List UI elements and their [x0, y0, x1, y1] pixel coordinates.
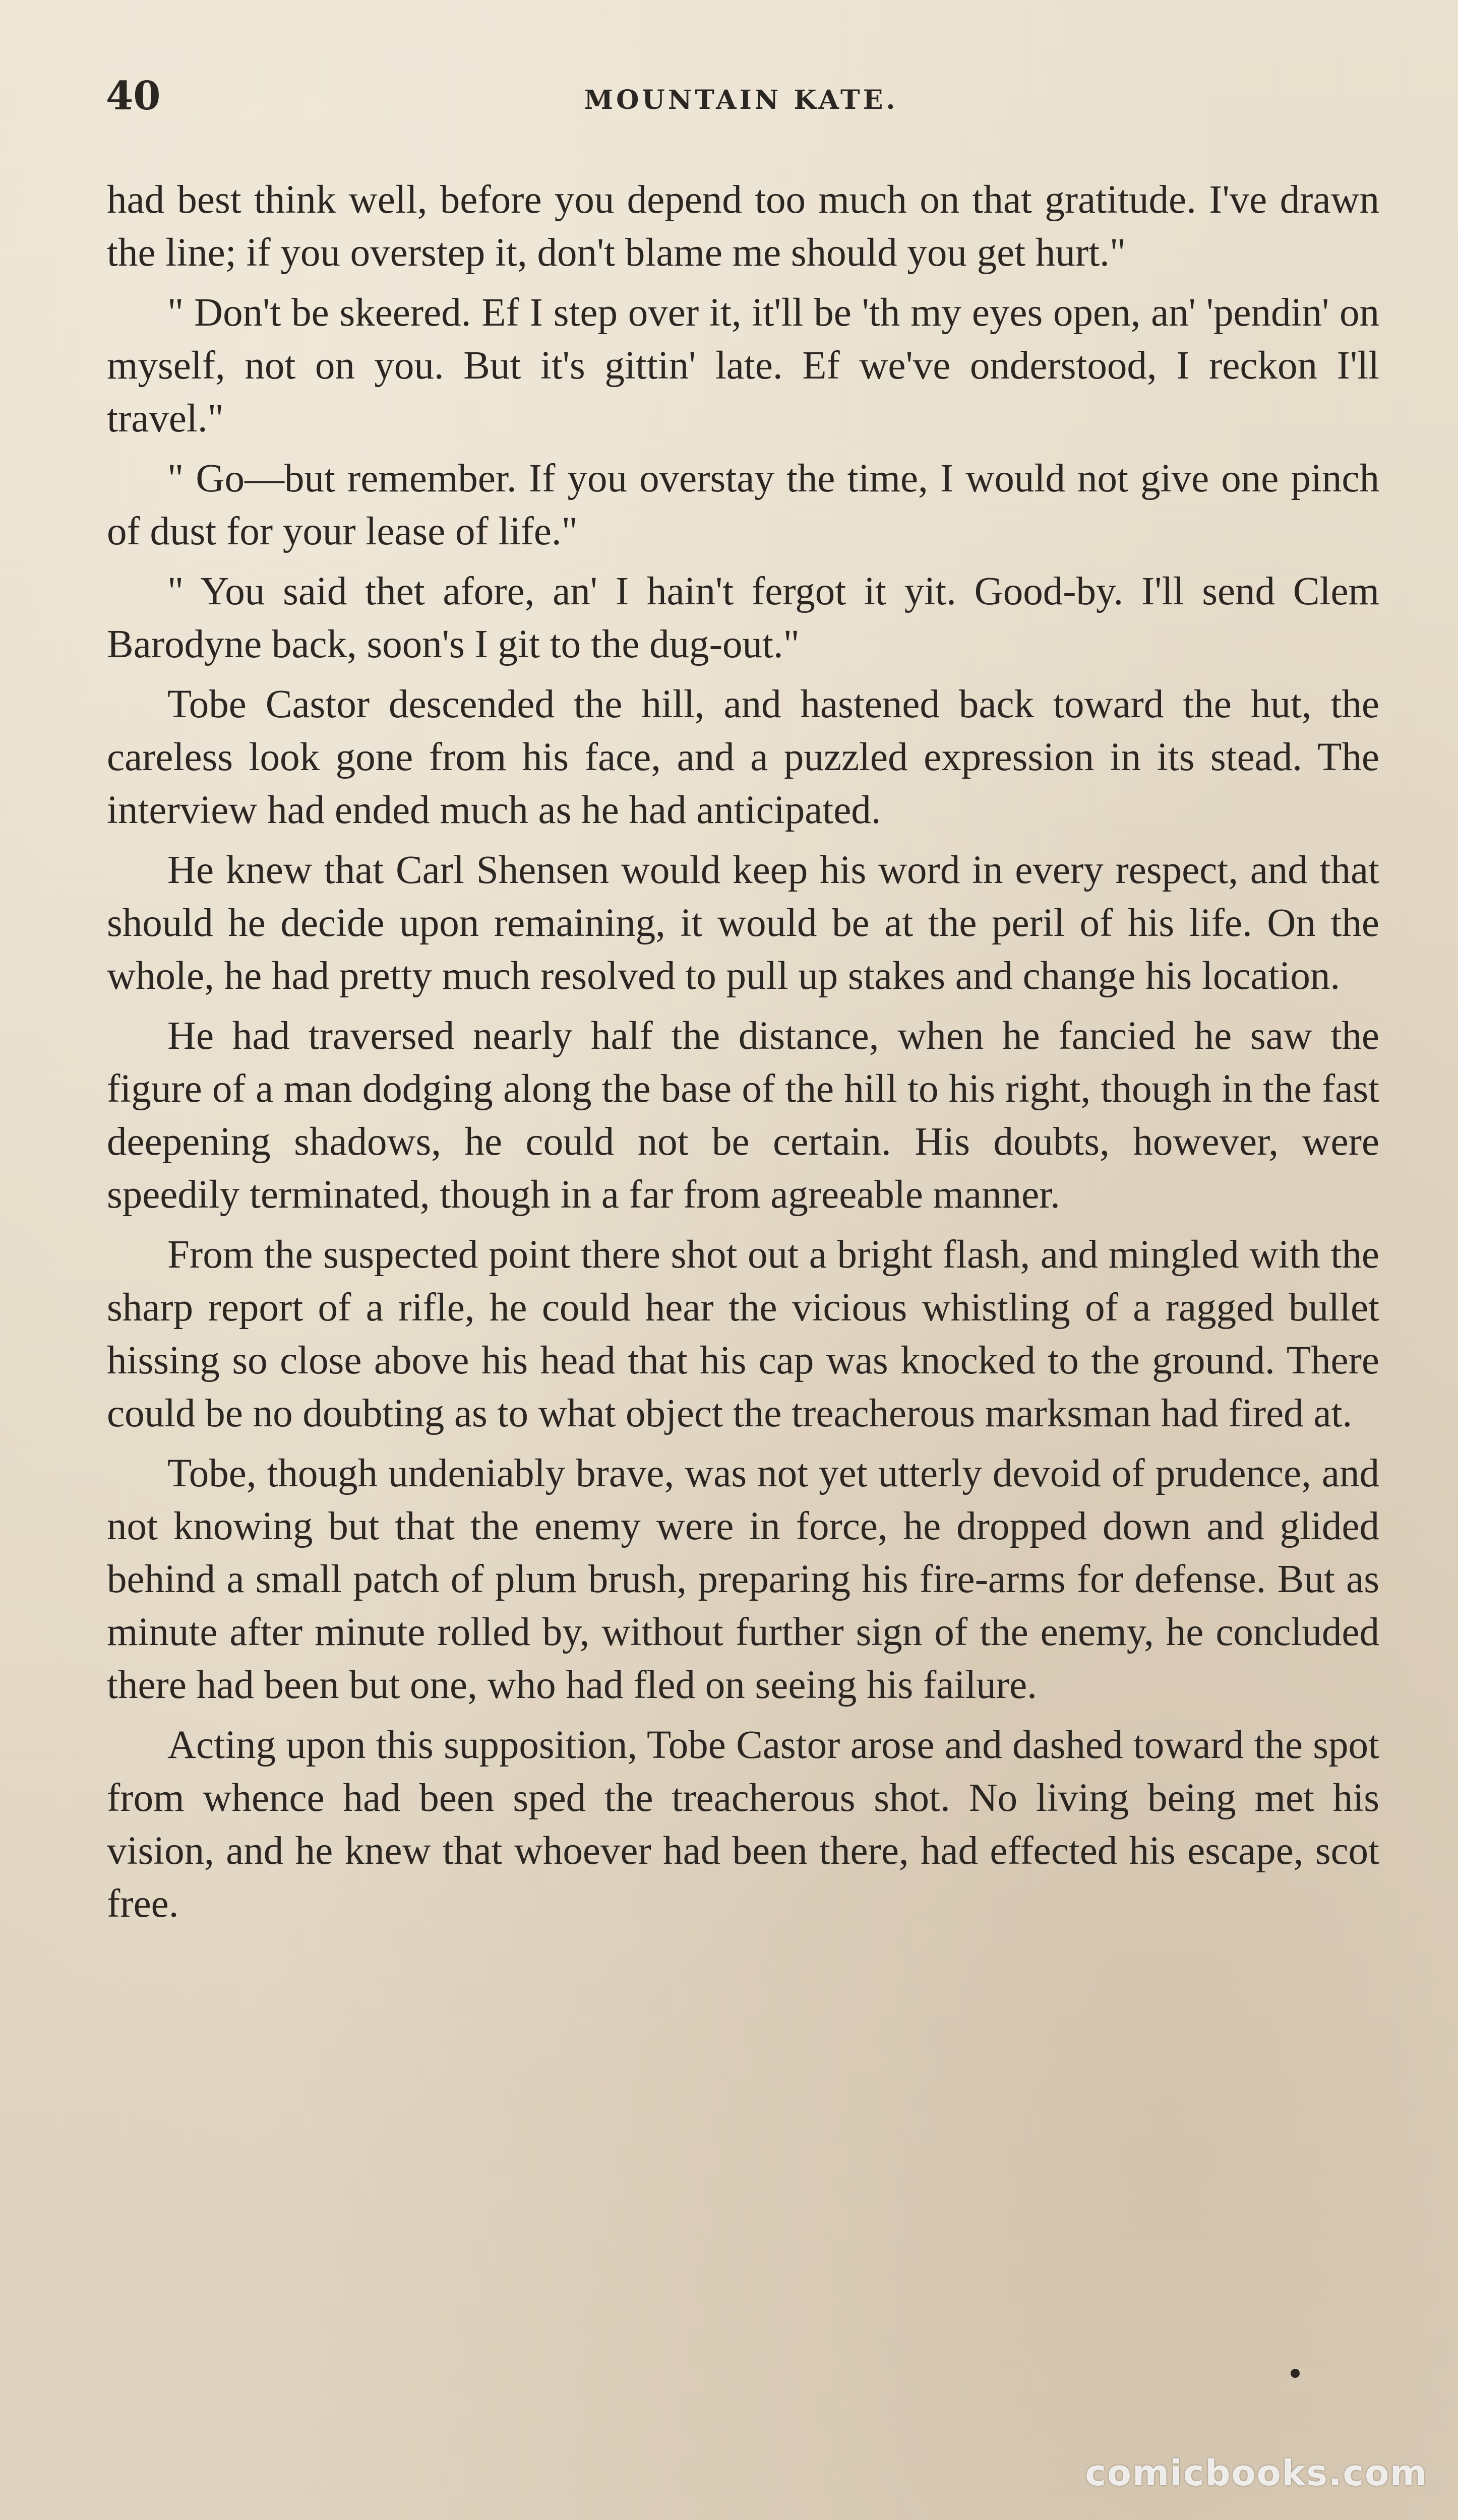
paragraph: He had traversed nearly half the distance, when he fancied he saw the figure of a man dodging along the base of the hill to his right, though in the fast deepening shadows, he could not be certain. His doubts, however, were speedily terminated, though in a far from agreeable manner. [107, 1014, 1379, 1217]
paragraph: Acting upon this supposition, Tobe Castor arose and dashed toward the spot from whence had been sped the treacherous shot. No living being met his vision, and he knew that whoever had been there, had effected his escape, scot free. [107, 1723, 1379, 1926]
paragraph: " Go—but remember. If you overstay the time, I would not give one pinch of dust for your lease of life." [107, 457, 1379, 553]
paragraph: Tobe, though undeniably brave, was not yet utterly devoid of prudence, and not knowing but that the enemy were in force, he dropped down and glided behind a small patch of plum brush, preparing his fire-arms for defense. But as minute after minute rolled by, without further sign of the enemy, he concluded there had been but one, who had fled on seeing his failure. [107, 1452, 1379, 1707]
body-text [107, 173, 1379, 1937]
paragraph: He knew that Carl Shensen would keep his word in every respect, and that should he decide upon remaining, it would be at the peril of his life. On the whole, he had pretty much resolved to pull up stakes and change his location. [107, 848, 1379, 998]
paragraph: From the suspected point there shot out a bright flash, and mingled with the sharp report of a rifle, he could hear the vicious whistling of a ragged bullet hissing so close above his head that his cap was knocked to the ground. There could be no doubting as to what object the treacherous marksman had fired at. [107, 1233, 1379, 1435]
page-header [106, 71, 1376, 131]
paragraph: Tobe Castor descended the hill, and hastened back toward the hut, the careless look gone from his face, and a puzzled expression in its stead. The interview had ended much as he had anticipated. [107, 682, 1379, 832]
paragraph: " Don't be skeered. Ef I step over it, it'll be 'th my eyes open, an' 'pendin' on myself, not on you. But it's gittin' late. Ef we've onderstood, I reckon I'll travel." [107, 291, 1379, 440]
paragraph: had best think well, before you depend too much on that gratitude. I've drawn the line; if you overstep it, don't blame me should you get hurt." [107, 178, 1379, 275]
paragraph: " You said thet afore, an' I hain't fergot it yit. Good-by. I'll send Clem Barodyne back, soon's I git to the dug-out." [107, 570, 1379, 666]
watermark: comicbooks.com [1085, 2452, 1428, 2494]
running-head: MOUNTAIN KATE. [584, 85, 898, 115]
page-number: 40 [106, 73, 161, 119]
ink-speck [1291, 2369, 1300, 2378]
